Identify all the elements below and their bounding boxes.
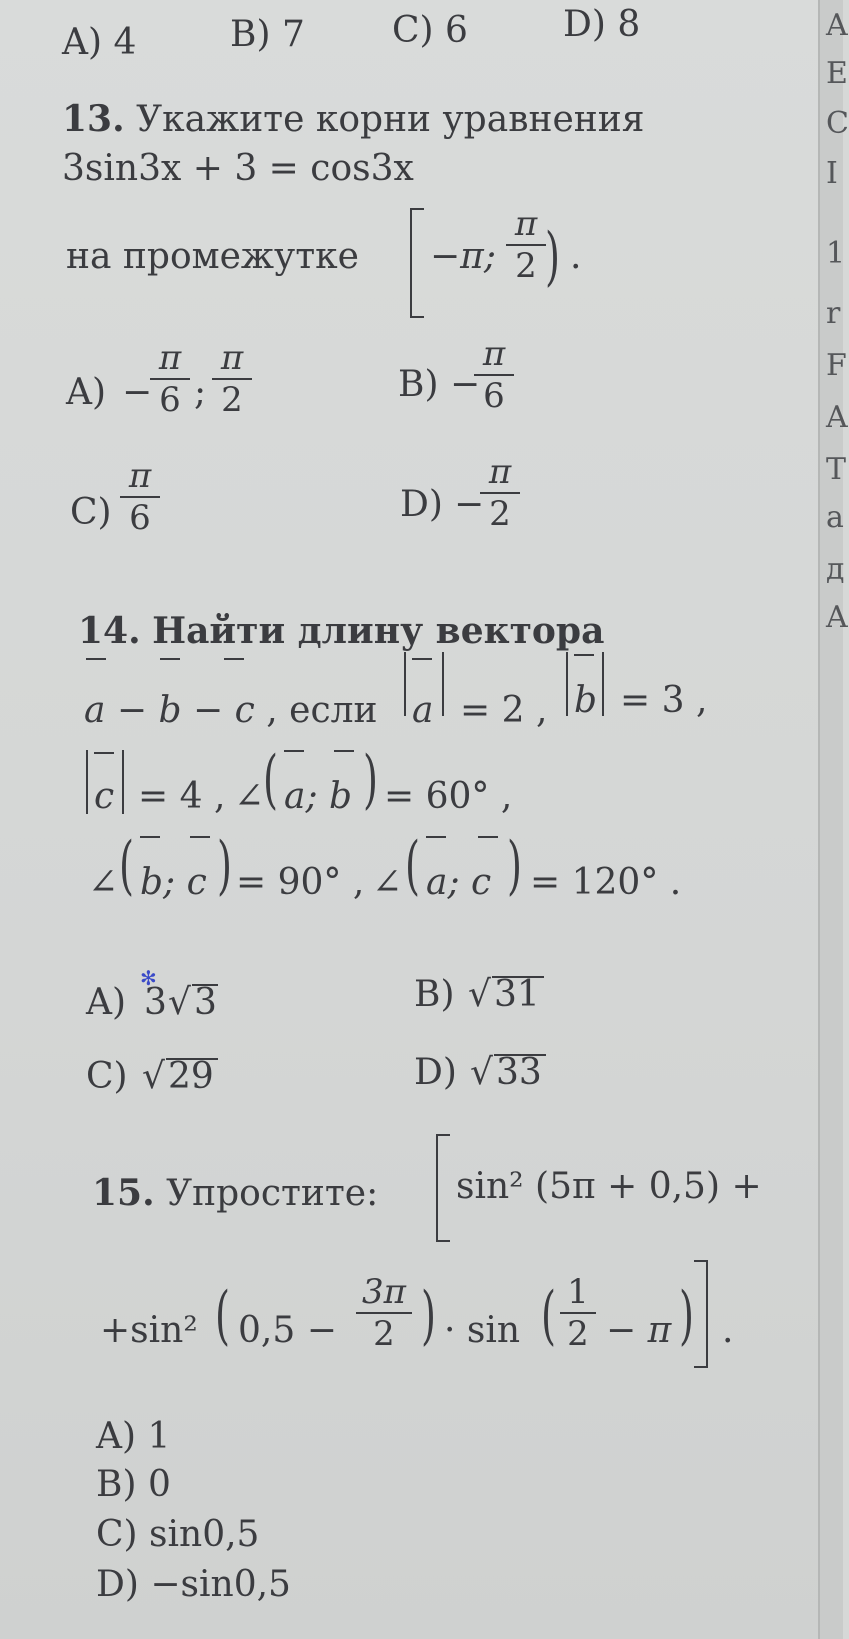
vector-bar: [478, 836, 498, 838]
q15-heading: [92, 1172, 378, 1214]
edge-letter: C: [826, 106, 849, 141]
angle-icon: ∠: [234, 776, 265, 817]
vector-bar: [426, 836, 446, 838]
frac-num: 1: [560, 1272, 596, 1314]
angle-icon: ∠: [88, 862, 119, 903]
prev-option-c: C) 6: [392, 10, 468, 51]
sqrt-icon: √: [468, 974, 491, 1015]
q15-number: 15.: [92, 1172, 155, 1214]
q14-option-a-coef: 3: [144, 982, 167, 1023]
abs-b-equals: = 3 ,: [620, 680, 708, 721]
angle-ac-value: = 120° .: [530, 862, 682, 903]
q13-interval-left: −π;: [430, 236, 496, 277]
q13-option-c-label: C): [70, 492, 112, 533]
edge-letter: д: [826, 552, 845, 587]
vector-bar: [574, 654, 594, 656]
vec-c: c: [234, 690, 255, 731]
angle-ac-vectors: a; c: [426, 862, 492, 903]
q14-option-d-radicand: 33: [496, 1052, 542, 1093]
vector-bar: [412, 658, 432, 660]
frac-den: 6: [129, 498, 151, 538]
q13-bracket-left: [410, 208, 424, 318]
prev-option-d: D) 8: [563, 4, 641, 45]
frac-num: π: [480, 452, 520, 494]
adjacent-column-edge: [818, 0, 849, 1639]
paren-left: (: [404, 829, 420, 903]
q14-number: 14.: [78, 610, 141, 652]
q15-option-c: C) sin0,5: [96, 1514, 260, 1555]
edge-letter: 1: [826, 236, 846, 271]
edge-letter: E: [826, 56, 848, 91]
vector-bar: [160, 658, 180, 660]
q13-option-b-frac: [474, 334, 514, 416]
edge-letter: A: [826, 400, 848, 435]
paren-left: (: [118, 829, 134, 903]
q15-option-a: A) 1: [96, 1416, 171, 1457]
abs-a-equals: = 2 ,: [460, 690, 548, 731]
q14-option-d-label: D): [414, 1052, 457, 1093]
q13-option-d-label: D): [400, 484, 443, 525]
vector-bar: [284, 750, 304, 752]
paren-right: ): [678, 1279, 694, 1353]
q15-line2-mid: · sin: [444, 1310, 521, 1351]
angle-bc-vectors: b; c: [140, 862, 207, 903]
q14-option-b-radicand: 31: [494, 974, 540, 1015]
angle-bc-value: = 90° ,: [236, 862, 365, 903]
q13-heading: [62, 98, 644, 140]
q15-option-d: D) −sin0,5: [96, 1564, 291, 1605]
q14-option-b-label: B): [414, 974, 455, 1015]
edge-letter: F: [826, 348, 847, 383]
vector-bar: [224, 658, 244, 660]
prev-option-b: B) 7: [230, 14, 305, 55]
frac-den: 2: [373, 1314, 395, 1354]
q13-option-b-sign: −: [450, 364, 481, 405]
frac-den: 2: [489, 494, 511, 534]
q15-period: .: [722, 1310, 734, 1351]
edge-letter: a: [826, 500, 844, 535]
vector-bar: [94, 752, 114, 754]
abs-bar: [566, 652, 568, 716]
q13-option-d-sign: −: [454, 484, 485, 525]
angle-icon: ∠: [372, 862, 403, 903]
abs-bar: [404, 652, 406, 716]
q15-bracket-right: [694, 1260, 708, 1368]
q15-line2-arg: 0,5 −: [238, 1310, 337, 1351]
edge-letter: T: [826, 452, 847, 487]
vector-bar: [86, 658, 106, 660]
prev-option-a: A) 4: [62, 22, 137, 63]
vector-bar: [334, 750, 354, 752]
q13-option-d-frac: [480, 452, 520, 534]
paren-right: ): [216, 829, 232, 903]
q14-option-c-label: C): [86, 1056, 128, 1097]
q13-interval-frac: [506, 204, 546, 286]
frac-num: π: [212, 338, 252, 380]
q15-minus-pi: − π: [606, 1310, 672, 1351]
angle-ab-vectors: a; b: [284, 776, 353, 817]
abs-a-value: a: [412, 690, 434, 731]
q14-heading: [78, 610, 604, 652]
abs-c-value: c: [94, 776, 115, 817]
q13-option-a-sign: −: [122, 372, 153, 413]
abs-bar: [86, 750, 88, 814]
paren-right: ): [420, 1279, 436, 1353]
q13-period: .: [570, 236, 582, 277]
abs-bar: [602, 652, 604, 716]
edge-letter: A: [826, 600, 848, 635]
q14-option-c-radicand: 29: [168, 1056, 214, 1097]
q13-interval-text: на промежутке: [66, 236, 359, 277]
sqrt-icon: √: [470, 1052, 493, 1093]
paren-left: (: [540, 1279, 556, 1353]
frac-den: 2: [221, 380, 243, 420]
q15-bracket-left: [436, 1134, 450, 1242]
frac-den: 6: [483, 376, 505, 416]
paren-right: ): [362, 743, 378, 817]
minus-sign: −: [193, 690, 224, 731]
frac-den: 2: [567, 1314, 589, 1354]
paren-right: ): [506, 829, 522, 903]
frac-num: π: [120, 456, 160, 498]
frac-den: 6: [159, 380, 181, 420]
vector-bar: [190, 836, 210, 838]
q15-option-b: B) 0: [96, 1464, 171, 1505]
frac-num: π: [150, 338, 190, 380]
q14-option-a-radicand: 3: [194, 982, 217, 1023]
sqrt-icon: √: [168, 982, 191, 1023]
q15-line1: sin² (5π + 0,5) +: [456, 1166, 762, 1207]
frac-num: π: [506, 204, 546, 246]
angle-ab-value: = 60° ,: [384, 776, 513, 817]
q13-option-a-frac2: [212, 338, 252, 420]
q13-title: Укажите корни уравнения: [136, 99, 645, 140]
abs-bar: [122, 750, 124, 814]
q15-frac-3pi-2: [356, 1272, 412, 1354]
edge-letter: I: [826, 156, 838, 191]
q14-vector-expression: [84, 690, 378, 731]
sqrt-icon: √: [142, 1056, 165, 1097]
q13-option-b-label: B): [398, 364, 439, 405]
q13-paren-right: ): [544, 220, 560, 294]
abs-b-value: b: [574, 680, 598, 721]
q14-option-a-label: A): [86, 982, 127, 1023]
q13-option-a-label: A): [66, 372, 107, 413]
minus-sign: −: [116, 690, 148, 731]
frac-den: 2: [515, 246, 537, 286]
q13-equation: 3sin3x + 3 = cos3x: [62, 148, 414, 189]
q14-title: Найти длину вектора: [152, 610, 605, 652]
vector-bar: [140, 836, 160, 838]
paren-left: (: [214, 1279, 230, 1353]
vec-a: a: [84, 690, 106, 731]
frac-num: π: [474, 334, 514, 376]
q13-option-a-frac1: [150, 338, 190, 420]
pen-mark: ✻: [140, 966, 157, 990]
condition-word: , если: [266, 690, 378, 731]
q15-line2-start: +sin²: [100, 1310, 198, 1351]
frac-num: 3π: [356, 1272, 412, 1314]
q13-number: 13.: [62, 98, 125, 140]
abs-c-equals: = 4 ,: [138, 776, 226, 817]
paren-left: (: [262, 743, 278, 817]
q15-title: Упростите:: [166, 1173, 379, 1214]
q15-frac-1-2: [560, 1272, 596, 1354]
abs-bar: [442, 652, 444, 716]
q13-option-a-sep: ;: [194, 372, 207, 413]
edge-letter: r: [826, 296, 841, 331]
vec-b: b: [158, 690, 182, 731]
q13-option-c-frac: [120, 456, 160, 538]
edge-letter: A: [826, 8, 848, 43]
